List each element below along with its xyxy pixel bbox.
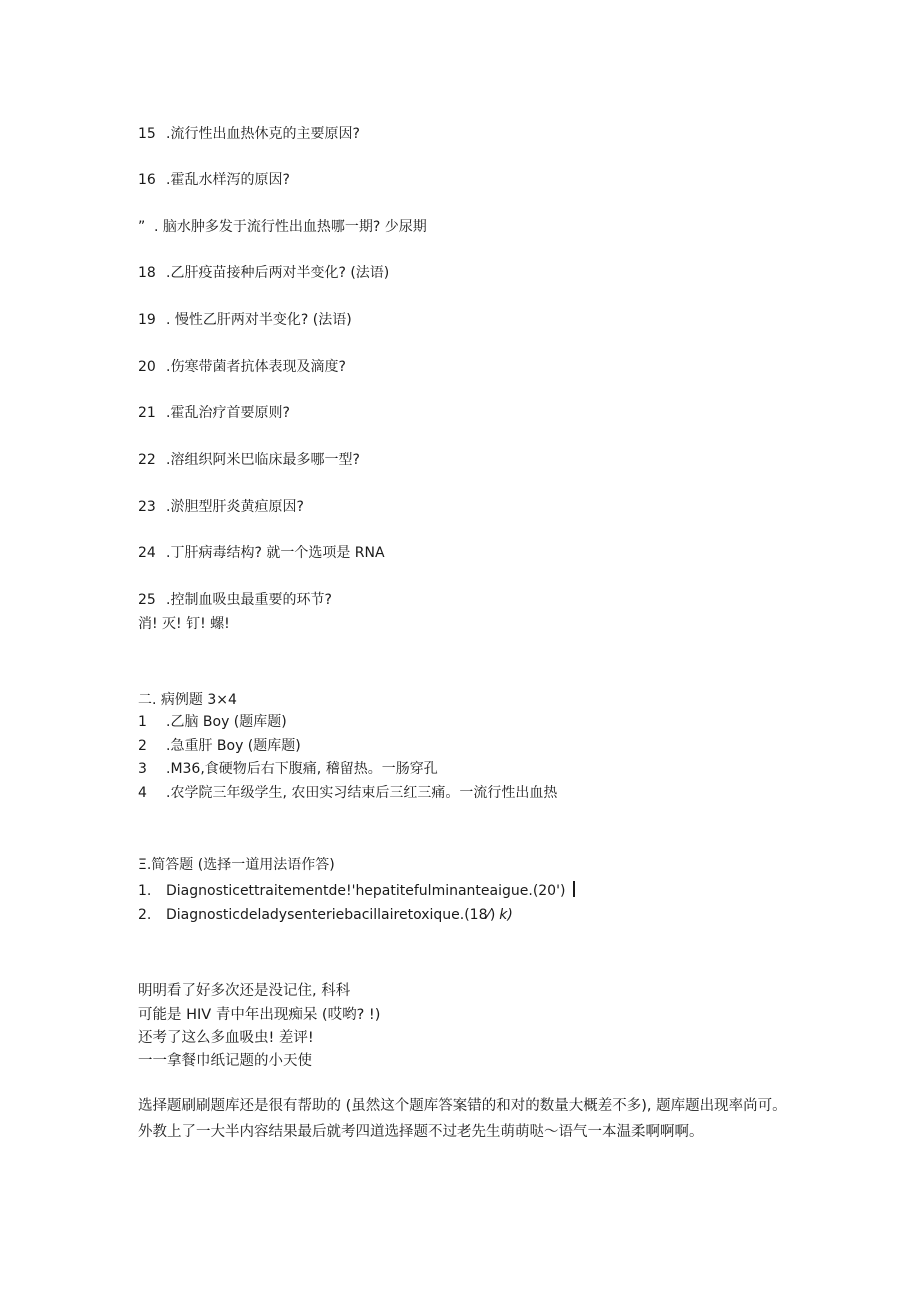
- question-20: 20 .伤寒带菌者抗体表现及滴度?: [138, 359, 346, 375]
- question-15: 15 .流行性出血热休克的主要原因?: [138, 126, 360, 142]
- question-25: 25 .控制血吸虫最重要的环节?: [138, 592, 332, 608]
- question-17: ” . 脑水肿多发于流行性出血热哪一期? 少尿期: [138, 219, 427, 235]
- question-22: 22 .溶组织阿米巴临床最多哪一型?: [138, 452, 360, 468]
- note-line-3: 还考了这么多血吸虫! 差评!: [138, 1030, 314, 1046]
- case-item-4: 4 .农学院三年级学生, 农田实习结束后三红三痛。一流行性出血热: [138, 785, 558, 801]
- note-line-1: 明明看了好多次还是没记住, 科科: [138, 983, 351, 999]
- section-3-title: Ξ.简答题 (选择一道用法语作答): [138, 857, 335, 873]
- note-line-4: 一一拿餐巾纸记题的小天使: [138, 1053, 312, 1069]
- case-item-2: 2 .急重肝 Boy (题库题): [138, 738, 301, 754]
- short-answer-item-1: 1. Diagnosticettraitementde!'hepatitefulminanteaigue.(20'): [138, 881, 575, 901]
- case-item-1: 1 .乙脑 Boy (题库题): [138, 714, 287, 730]
- text-cursor-bar: [573, 881, 575, 897]
- question-18: 18 .乙肝疫苗接种后两对半变化? (法语): [138, 265, 390, 281]
- summary-paragraph: 选择题刷刷题库还是很有帮助的 (虽然这个题库答案错的和对的数量大概差不多), 题库题出现率尚可。外教上了一大半内容结果最后就考四道选择题不过老先生萌萌哒～语气一本温柔啊啊啊。: [138, 1098, 787, 1140]
- question-16: 16 .霍乱水样泻的原因?: [138, 172, 290, 188]
- question-24: 24 .丁肝病毒结构? 就一个选项是 RNA: [138, 545, 385, 561]
- note-line-2: 可能是 HIV 青中年出现痴呆 (哎哟? !): [138, 1007, 381, 1023]
- question-19: 19 . 慢性乙肝两对半变化? (法语): [138, 312, 352, 328]
- section-2-title: 二. 病例题 3×4: [138, 692, 237, 708]
- question-21: 21 .霍乱治疗首要原则?: [138, 405, 290, 421]
- short-answer-item-2: 2. Diagnosticdeladysenteriebacillairetoxique.(18⁄) k): [138, 907, 513, 923]
- case-item-3: 3 .M36,食硬物后右下腹痛, 稽留热。一肠穿孔: [138, 761, 438, 777]
- question-25-answer: 消! 灭! 钉! 螺!: [138, 616, 230, 632]
- question-23: 23 .淤胆型肝炎黄疸原因?: [138, 499, 304, 515]
